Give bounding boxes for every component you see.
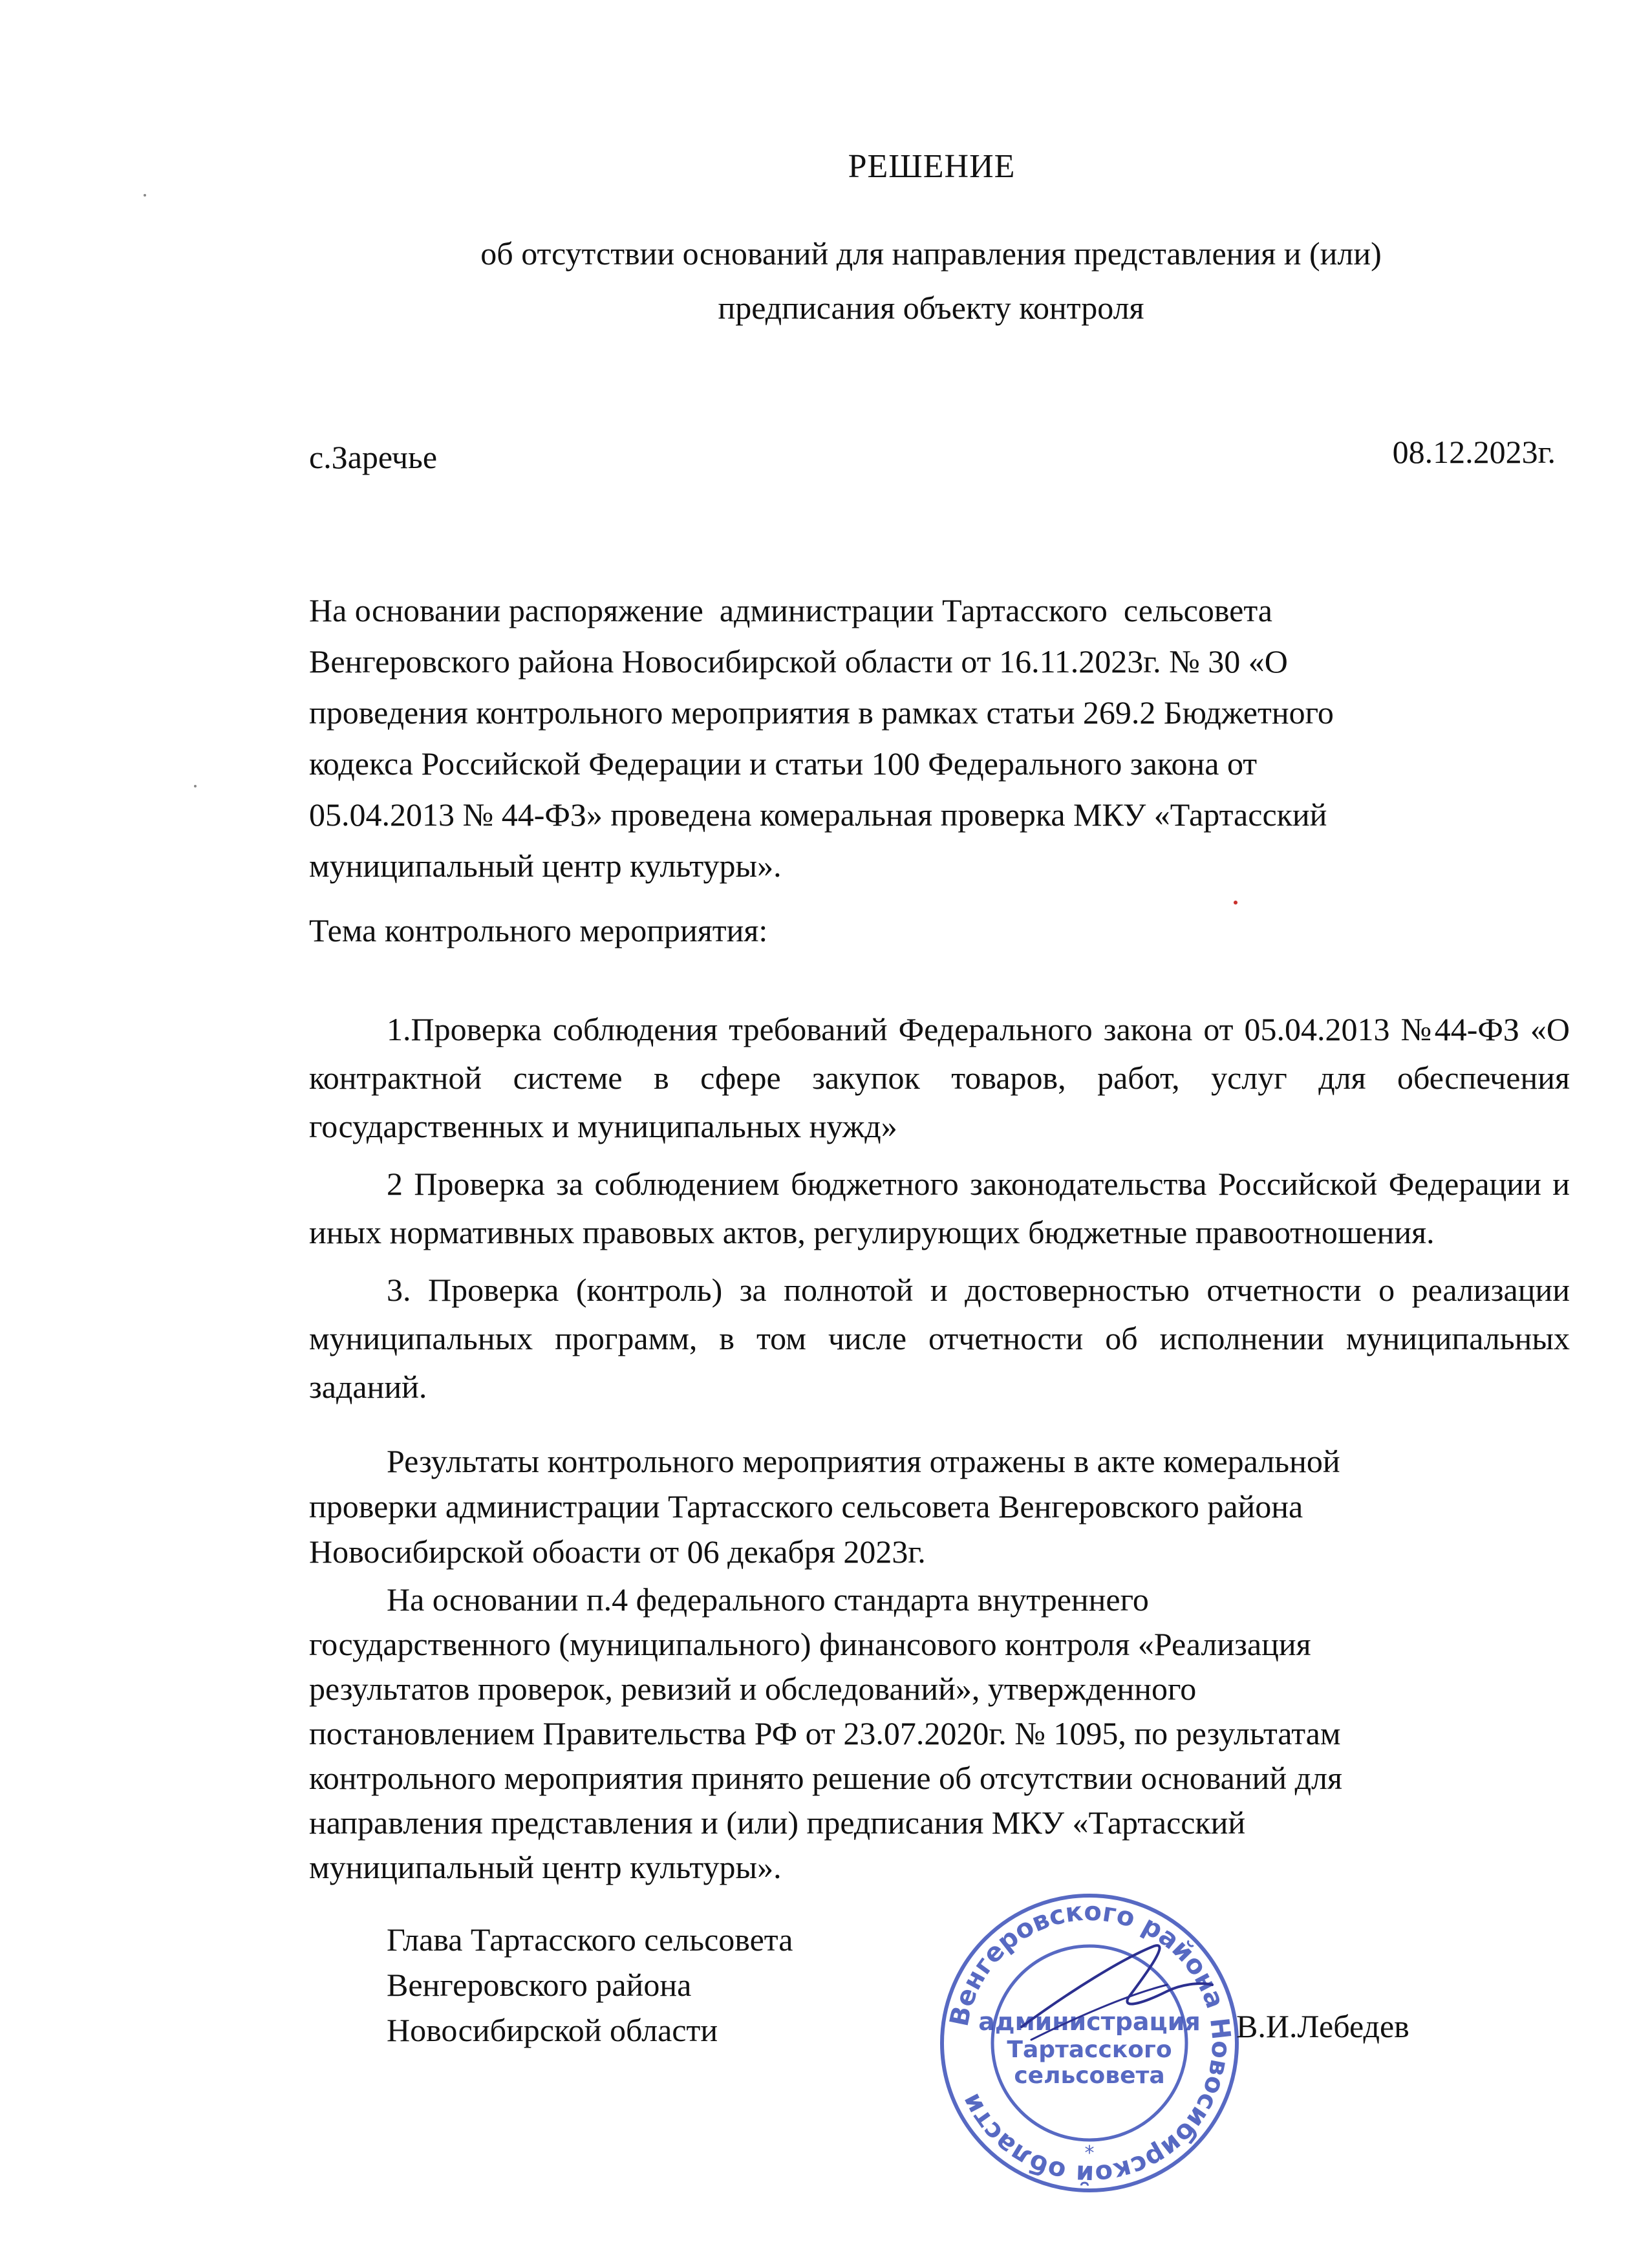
- theme-item: 3. Проверка (контроль) за полнотой и достоверностью отчетности о реализации муниципальных программ, в том числе отчетности об исполнении муниципальных заданий.: [309, 1272, 1570, 1405]
- stamp-center-line: сельсовета: [1014, 2062, 1165, 2089]
- stamp-center-line: администрация: [978, 2007, 1201, 2036]
- basis-line: государственного (муниципального) финансового контроля «Реализация: [309, 1626, 1311, 1662]
- subtitle-line: об отсутствии оснований для направления представления и (или): [480, 235, 1382, 272]
- intro-line: Венгеровского района Новосибирской области от 16.11.2023г. № 30 «О: [309, 643, 1288, 679]
- intro-paragraph: [309, 585, 1570, 892]
- signatory-line: Новосибирской области: [387, 2012, 718, 2048]
- intro-line: 05.04.2013 № 44-ФЗ» проведена комеральная проверка МКУ «Тартасский: [309, 797, 1327, 833]
- basis-line: направления представления и (или) предписания МКУ «Тартасский: [309, 1804, 1246, 1841]
- basis-line: постановлением Правительства РФ от 23.07.2020г. № 1095, по результатам: [309, 1715, 1341, 1751]
- document-subtitle: [362, 226, 1500, 335]
- basis-line: На основании п.4 федерального стандарта внутреннего: [387, 1581, 1149, 1618]
- theme-item: 1.Проверка соблюдения требований Федерального закона от 05.04.2013 №44-ФЗ «О контрактной системе в сфере закупок товаров, работ, услуг для обеспечения государственных и муниципальных нужд»: [309, 1011, 1570, 1144]
- intro-line: кодекса Российской Федерации и статьи 100 Федерального закона от: [309, 745, 1258, 782]
- document-title: РЕШЕНИЕ: [848, 148, 1016, 185]
- document-place: с.Заречье: [309, 439, 438, 475]
- basis-line: муниципальный центр культуры».: [309, 1849, 782, 1885]
- official-stamp: [934, 1888, 1245, 2198]
- theme-items: [309, 1005, 1570, 1420]
- results-line: проверки администрации Тартасского сельсовета Венгеровского района: [309, 1488, 1303, 1524]
- document-date: 08.12.2023г.: [1392, 434, 1556, 470]
- results-line: Результаты контрольного мероприятия отражены в акте комеральной: [387, 1443, 1340, 1479]
- intro-line: На основании распоряжение администрации Тартасского сельсовета: [309, 592, 1272, 628]
- signatory-title: [387, 1917, 793, 2053]
- signatory-line: Глава Тартасского сельсовета: [387, 1921, 793, 1958]
- scan-speck: [144, 194, 146, 197]
- scan-speck: [194, 785, 197, 787]
- signatory-line: Венгеровского района: [387, 1967, 692, 2003]
- stamp-star-icon: *: [1084, 2142, 1095, 2165]
- stamp-ring-text: Венгеровского района Новосибирской области: [944, 1896, 1236, 2190]
- subtitle-line: предписания объекту контроля: [718, 290, 1144, 326]
- basis-line: контрольного мероприятия принято решение об отсутствии оснований для: [309, 1760, 1342, 1796]
- theme-heading: Тема контрольного мероприятия:: [309, 912, 768, 948]
- intro-line: проведения контрольного мероприятия в рамках статьи 269.2 Бюджетного: [309, 694, 1334, 731]
- theme-item: 2 Проверка за соблюдением бюджетного законодательства Российской Федерации и иных нормативных правовых актов, регулирующих бюджетные правоотношения.: [309, 1166, 1570, 1250]
- results-paragraph: [309, 1439, 1570, 1574]
- basis-paragraph: [309, 1578, 1570, 1890]
- scan-mark: [1234, 901, 1238, 904]
- results-line: Новосибирской обоасти от 06 декабря 2023г.: [309, 1534, 926, 1570]
- basis-line: результатов проверок, ревизий и обследований», утвержденного: [309, 1671, 1197, 1707]
- intro-line: муниципальный центр культуры».: [309, 848, 782, 884]
- stamp-center-line: Тартасского: [1007, 2037, 1172, 2063]
- signatory-name: В.И.Лебедев: [1236, 2008, 1409, 2044]
